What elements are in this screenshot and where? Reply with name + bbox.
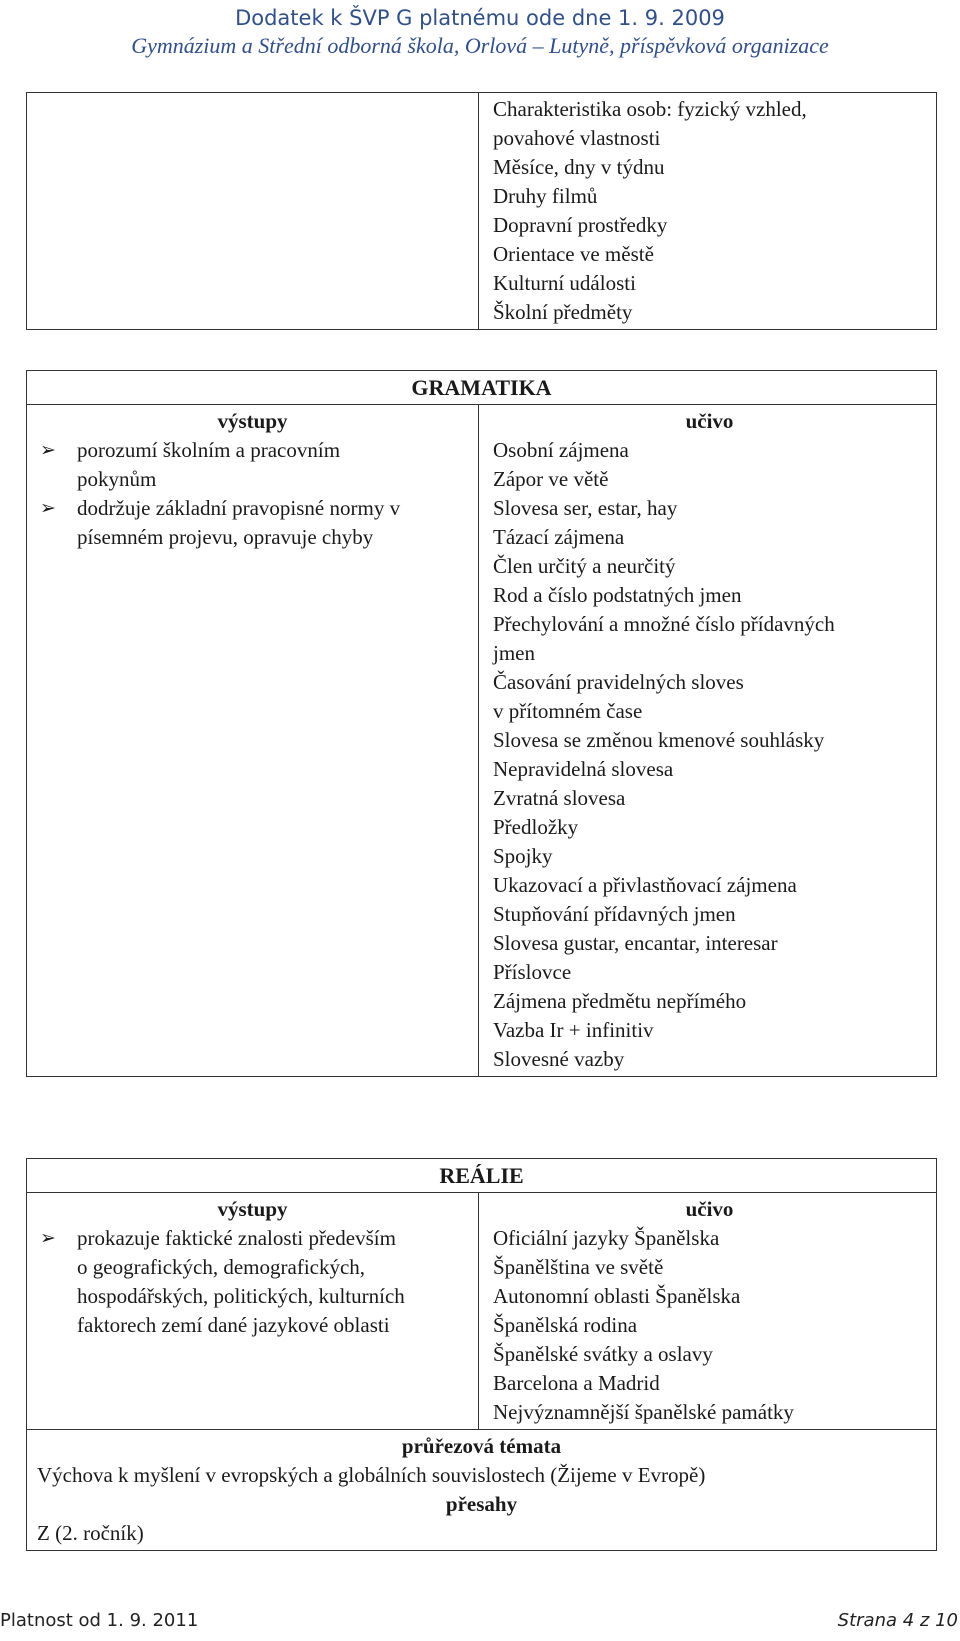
realia-item: Oficiální jazyky Španělska xyxy=(493,1226,720,1250)
grammar-item: Slovesa gustar, encantar, interesar xyxy=(493,931,778,955)
topic-item: Druhy filmů xyxy=(493,184,598,208)
outcome-item: ➢ porozumí školním a pracovním pokynům xyxy=(37,436,468,494)
realia-item: Španělská rodina xyxy=(493,1313,638,1337)
footer-page-number: Strana 4 z 10 xyxy=(837,1610,958,1631)
header-school-name: Gymnázium a Střední odborná škola, Orlová – Lutyně, příspěvková organizace xyxy=(131,33,829,58)
grammar-item: Spojky xyxy=(493,844,553,868)
realia-outcomes-list xyxy=(37,1224,468,1340)
grammar-item: Stupňování přídavných jmen xyxy=(493,902,736,926)
grammar-outcomes-cell xyxy=(27,405,479,1077)
topic-item: Orientace ve městě xyxy=(493,242,654,266)
grammar-item: Přechylování a množné číslo přídavných xyxy=(493,612,835,636)
outcome-item: ➢ prokazuje faktické znalosti především o geografických, demografických, hospodářských, politických, kulturních faktorech zemí dané jazykové oblasti xyxy=(37,1224,468,1340)
grammar-section-title: GRAMATIKA xyxy=(27,371,937,405)
grammar-item: Člen určitý a neurčitý xyxy=(493,554,676,578)
grammar-outcomes-list xyxy=(37,436,468,552)
grammar-item: Předložky xyxy=(493,815,579,839)
topic-item: Charakteristika osob: fyzický vzhled, xyxy=(493,97,807,121)
header-document-title: Dodatek k ŠVP G platnému ode dne 1. 9. 2009 xyxy=(235,6,725,30)
realia-section-title: REÁLIE xyxy=(27,1159,937,1193)
topics-table xyxy=(26,92,937,330)
grammar-item: Zápor ve větě xyxy=(493,467,609,491)
cross-curricular-title: průřezová témata xyxy=(401,1434,562,1458)
topics-list-cell xyxy=(479,93,937,330)
grammar-item: jmen xyxy=(493,641,535,665)
realia-content-heading: učivo xyxy=(685,1197,734,1221)
realia-outcomes-heading: výstupy xyxy=(217,1197,288,1221)
grammar-item: Tázací zájmena xyxy=(493,525,625,549)
arrow-bullet-icon: ➢ xyxy=(40,439,56,461)
topic-item: Školní předměty xyxy=(493,300,633,324)
grammar-item: Slovesa se změnou kmenové souhlásky xyxy=(493,728,825,752)
grammar-content-heading: učivo xyxy=(685,409,734,433)
grammar-item: Slovesa ser, estar, hay xyxy=(493,496,678,520)
topic-item: Kulturní události xyxy=(493,271,636,295)
overlaps-text: Z (2. ročník) xyxy=(37,1521,144,1545)
realia-item: Španělské svátky a oslavy xyxy=(493,1342,713,1366)
cross-curricular-cell xyxy=(27,1430,937,1551)
outcome-item: ➢ dodržuje základní pravopisné normy v písemném projevu, opravuje chyby xyxy=(37,494,468,552)
footer-validity: Platnost od 1. 9. 2011 xyxy=(0,1610,199,1631)
arrow-bullet-icon: ➢ xyxy=(40,497,56,519)
topics-left-empty-cell xyxy=(27,93,479,330)
overlaps-title: přesahy xyxy=(445,1492,518,1516)
arrow-bullet-icon: ➢ xyxy=(40,1227,56,1249)
grammar-item: Rod a číslo podstatných jmen xyxy=(493,583,742,607)
grammar-item: Slovesné vazby xyxy=(493,1047,625,1071)
page-header xyxy=(0,4,960,60)
topic-item: Dopravní prostředky xyxy=(493,213,668,237)
realia-table xyxy=(26,1158,937,1551)
grammar-item: Nepravidelná slovesa xyxy=(493,757,674,781)
cross-curricular-text: Výchova k myšlení v evropských a globálních souvislostech (Žijeme v Evropě) xyxy=(37,1463,706,1487)
grammar-content-cell xyxy=(479,405,937,1077)
realia-item: Španělština ve světě xyxy=(493,1255,664,1279)
grammar-item: Příslovce xyxy=(493,960,572,984)
grammar-item: Ukazovací a přivlastňovací zájmena xyxy=(493,873,797,897)
grammar-item: v přítomném čase xyxy=(493,699,643,723)
grammar-item: Osobní zájmena xyxy=(493,438,629,462)
realia-content-cell xyxy=(479,1193,937,1430)
topic-item: povahové vlastnosti xyxy=(493,126,661,150)
realia-item: Nejvýznamnější španělské památky xyxy=(493,1400,794,1424)
grammar-item: Časování pravidelných sloves xyxy=(493,670,744,694)
page-footer xyxy=(0,1610,960,1638)
grammar-item: Vazba Ir + infinitiv xyxy=(493,1018,654,1042)
grammar-table xyxy=(26,370,937,1077)
topic-item: Měsíce, dny v týdnu xyxy=(493,155,665,179)
grammar-outcomes-heading: výstupy xyxy=(217,409,288,433)
grammar-item: Zájmena předmětu nepřímého xyxy=(493,989,747,1013)
grammar-item: Zvratná slovesa xyxy=(493,786,626,810)
realia-item: Autonomní oblasti Španělska xyxy=(493,1284,741,1308)
realia-outcomes-cell xyxy=(27,1193,479,1430)
realia-item: Barcelona a Madrid xyxy=(493,1371,660,1395)
